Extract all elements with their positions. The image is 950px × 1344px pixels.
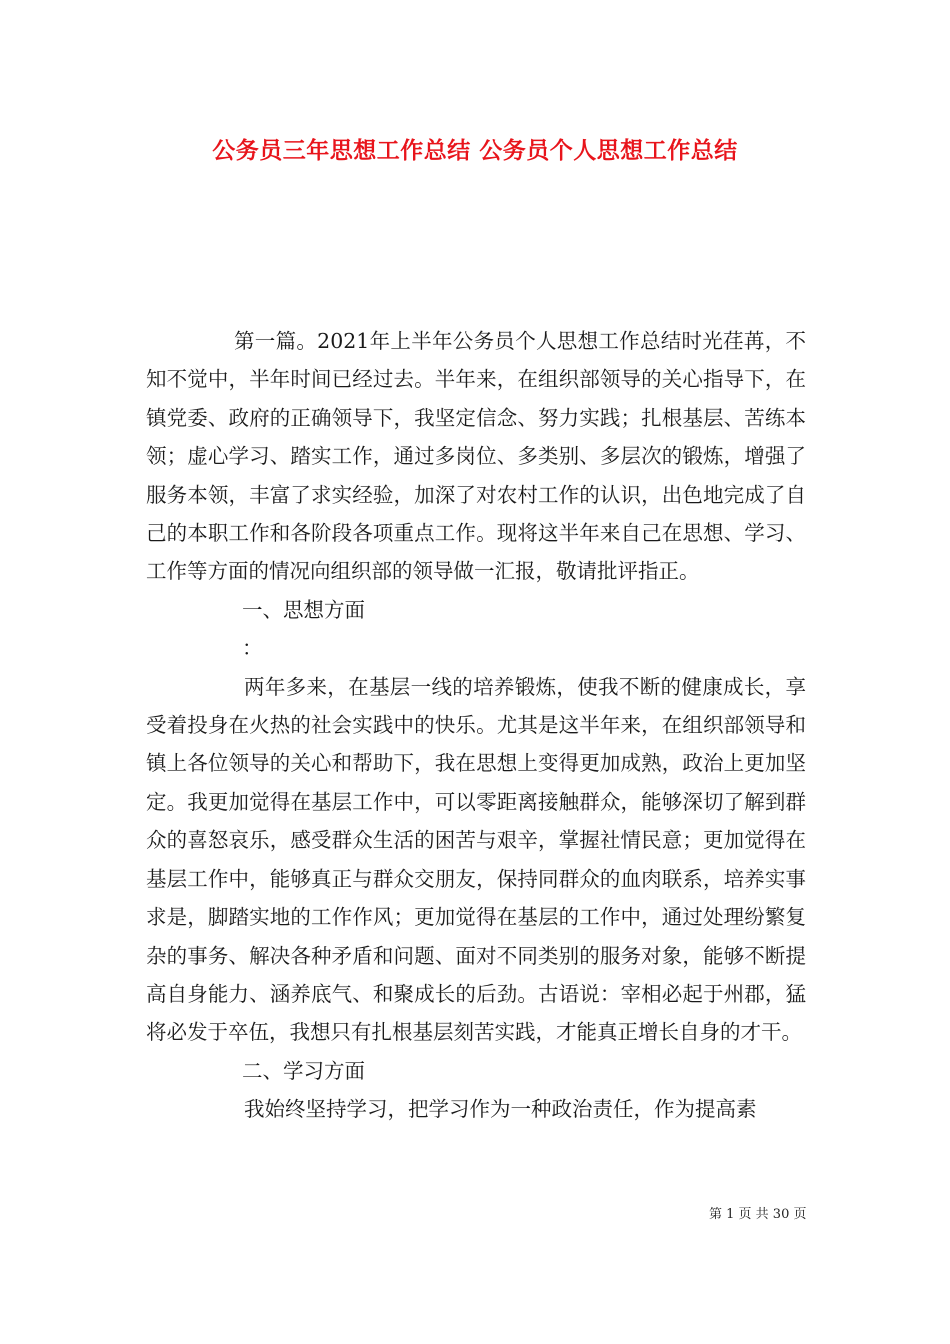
document-body xyxy=(146,322,806,1129)
colon-line: ： xyxy=(242,636,263,661)
page-number-footer: 第 1 页 共 30 页 xyxy=(709,1207,807,1222)
section-heading-thought: 一、思想方面 xyxy=(242,597,365,622)
section-heading-study: 二、学习方面 xyxy=(242,1058,365,1083)
paragraph-intro: 第一篇。2021年上半年公务员个人思想工作总结时光荏苒，不知不觉中，半年时间已经过去。半年来，在组织部领导的关心指导下，在镇党委、政府的正确领导下，我坚定信念、努力实践；扎根基层、苦练本领；虚心学习、踏实工作，通过多岗位、多类别、多层次的锻炼，增强了服务本领，丰富了求实经验，加深了对农村工作的认识，出色地完成了自己的本职工作和各阶段各项重点工作。现将这半年来自己在思想、学习、工作等方面的情况向组织部的领导做一汇报，敬请批评指正。 xyxy=(146,329,806,584)
document-title: 公务员三年思想工作总结 公务员个人思想工作总结 xyxy=(212,138,738,164)
paragraph-study: 我始终坚持学习，把学习作为一种政治责任，作为提高素 xyxy=(244,1097,757,1122)
paragraph-thought: 两年多来，在基层一线的培养锻炼，使我不断的健康成长，享受着投身在火热的社会实践中的快乐。尤其是这半年来，在组织部领导和镇上各位领导的关心和帮助下，我在思想上变得更加成熟，政治上更加坚定。我更加觉得在基层工作中，可以零距离接触群众，能够深切了解到群众的喜怒哀乐，感受群众生活的困苦与艰辛，掌握社情民意；更加觉得在基层工作中，能够真正与群众交朋友，保持同群众的血肉联系，培养实事求是，脚踏实地的工作作风；更加觉得在基层的工作中，通过处理纷繁复杂的事务、解决各种矛盾和问题、面对不同类别的服务对象，能够不断提高自身能力、涵养底气、和聚成长的后劲。古语说：宰相必起于州郡，猛将必发于卒伍，我想只有扎根基层刻苦实践，才能真正增长自身的才干。 xyxy=(146,674,806,1045)
